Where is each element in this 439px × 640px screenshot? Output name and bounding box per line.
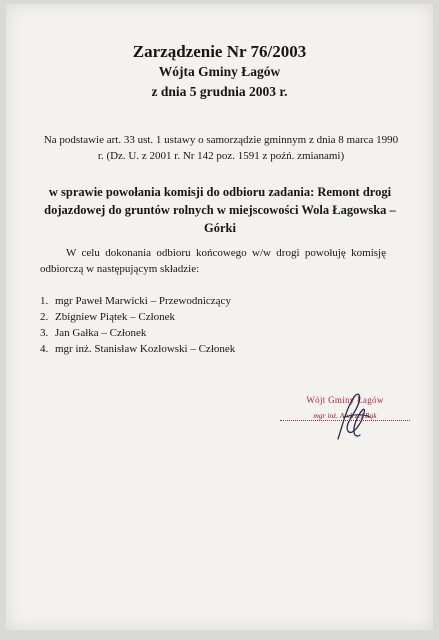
legal-basis xyxy=(24,132,418,164)
stamp-title: Wójt Gminy Łagów xyxy=(306,395,384,405)
list-item xyxy=(40,325,235,341)
subject-line-3: Górki xyxy=(204,221,236,235)
document-date: z dnia 5 grudnia 2003 r. xyxy=(151,84,288,99)
list-item-text: Jan Gałka – Członek xyxy=(55,327,147,339)
list-item-number: 1. xyxy=(40,295,49,307)
stamp-name: mgr inż. Andrzej Bąk xyxy=(280,411,410,421)
intro-paragraph: W celu dokonania odbioru końcowego w/w drogi powołuję komisję odbiorczą w następującym składzie: xyxy=(40,247,386,275)
list-item-text: Zbigniew Piątek – Członek xyxy=(55,311,176,323)
list-item xyxy=(40,341,235,357)
list-item xyxy=(40,293,235,309)
committee-member-list xyxy=(40,293,235,357)
list-item-text: mgr inż. Stanisław Kozłowski – Członek xyxy=(55,343,236,355)
document-title: Zarządzenie Nr 76/2003 xyxy=(132,42,307,61)
list-item-number: 3. xyxy=(40,327,49,339)
list-item-number: 4. xyxy=(40,343,49,355)
subject-line-2: dojazdowej do gruntów rolnych w miejscowości Wola Łagowska – xyxy=(44,203,396,217)
handwritten-signature xyxy=(324,387,384,447)
subject-heading xyxy=(20,183,420,237)
list-item xyxy=(40,309,235,325)
legal-basis-line-2: r. (Dz. U. z 2001 r. Nr 142 poz. 1591 z poźń. zmianami) xyxy=(97,150,345,162)
list-item-text: mgr Paweł Marwicki – Przewodniczący xyxy=(55,295,231,307)
subject-line-1: w sprawie powołania komisji do odbioru zadania: Remont drogi xyxy=(48,185,392,199)
legal-basis-line-1: Na podstawie art. 33 ust. 1 ustawy o samorządzie gminnym z dnia 8 marca 1990 xyxy=(43,134,399,146)
list-item-number: 2. xyxy=(40,311,49,323)
document-issuer: Wójta Gminy Łagów xyxy=(158,64,281,79)
document-page xyxy=(6,4,433,630)
